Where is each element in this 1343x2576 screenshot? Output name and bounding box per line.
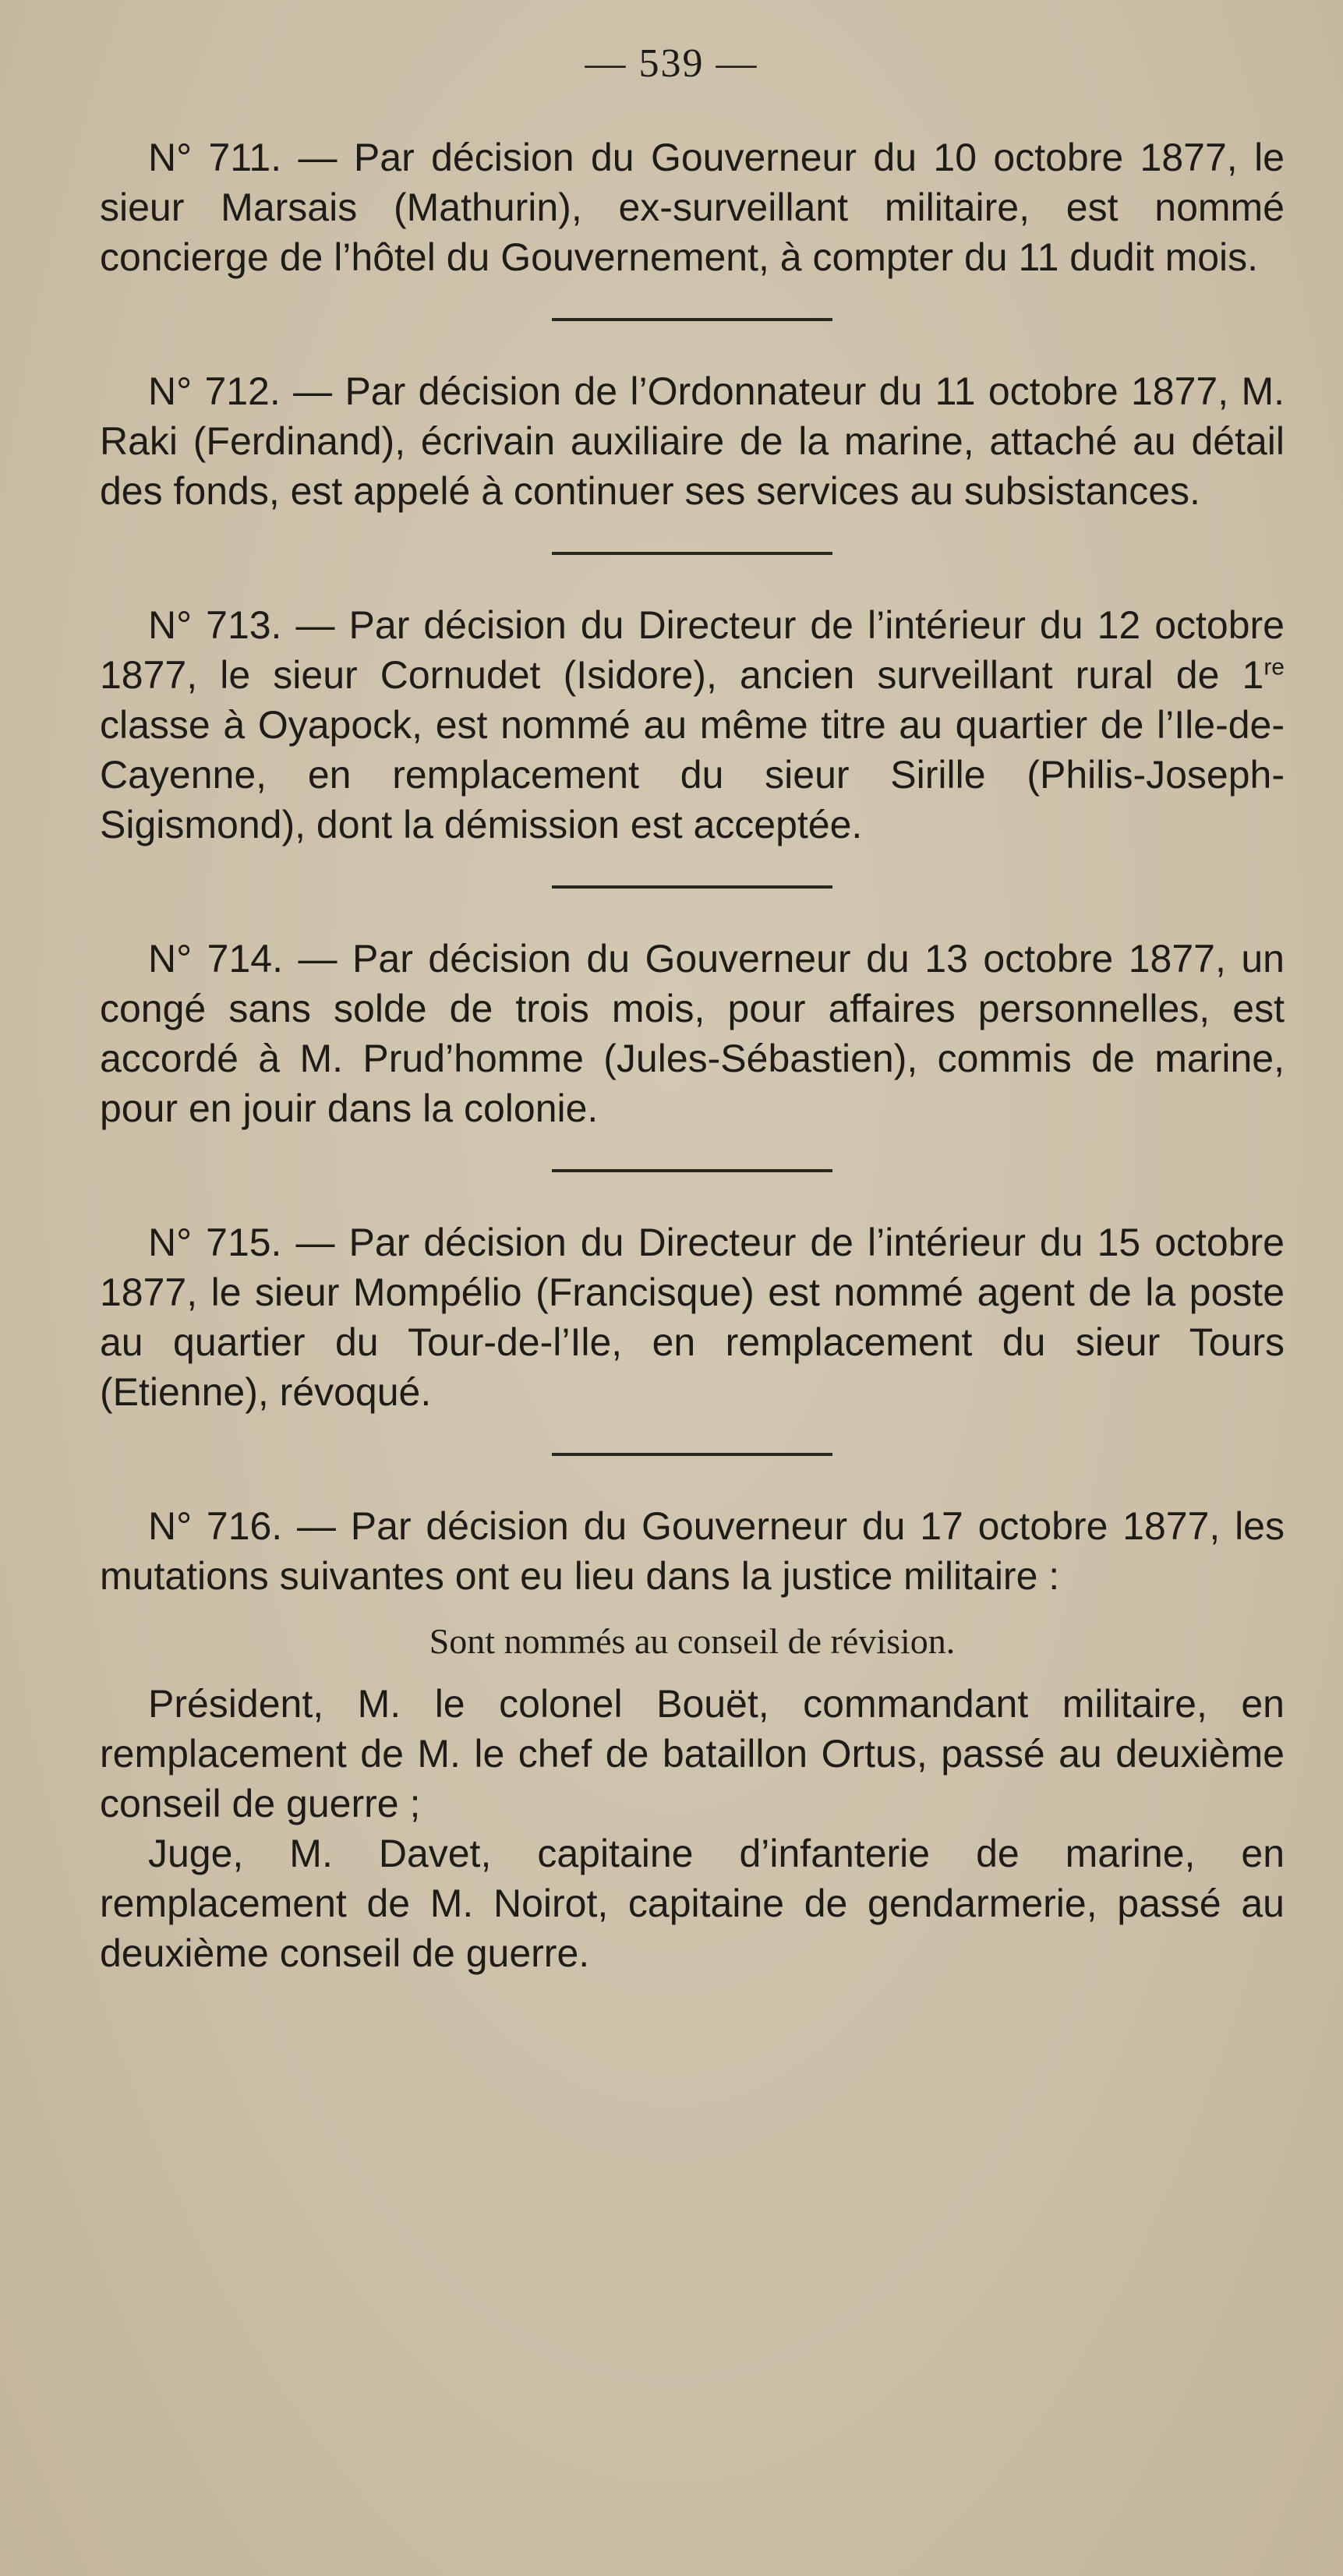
appointment-paragraph: Juge, M. Davet, capitaine d’infanterie de marine, en remplacement de M. Noirot, capitaine de gendarmerie, passé au deuxième conseil de guerre.: [100, 1832, 1285, 1975]
decision-number: N° 716.: [148, 1504, 283, 1548]
separator-rule: [552, 1169, 832, 1172]
separator-rule: [552, 1453, 832, 1456]
decision-712: [100, 366, 1285, 516]
ordinal-superscript: re: [1263, 654, 1285, 680]
decisions-list: [100, 133, 1285, 1978]
decision-text-before: — Par décision du Directeur de l’intérieur du 12 octobre 1877, le sieur Cornudet (Isidore), ancien surveillant rural de 1: [100, 603, 1285, 697]
decision-paragraph: [100, 600, 1285, 850]
decision-text: — Par décision de l’Ordonnateur du 11 octobre 1877, M. Raki (Ferdinand), écrivain auxiliaire de la marine, attaché au détail des fonds, est appelé à continuer ses services au subsistances.: [100, 369, 1285, 513]
decision-text: — Par décision du Gouverneur du 17 octobre 1877, les mutations suivantes ont eu lieu dans la justice militaire :: [100, 1504, 1285, 1598]
decision-713: [100, 600, 1285, 850]
decision-paragraph: [100, 1501, 1285, 1601]
decision-text: — Par décision du Gouverneur du 13 octobre 1877, un congé sans solde de trois mois, pour affaires personnelles, est accordé à M. Prud’homme (Jules-Sébastien), commis de marine, pour en jouir dans la colonie.: [100, 937, 1285, 1130]
separator-rule: [552, 885, 832, 889]
decision-text-after: classe à Oyapock, est nommé au même titre au quartier de l’Ile-de-Cayenne, en remplacement du sieur Sirille (Philis-Joseph-Sigismond), dont la démission est acceptée.: [100, 703, 1285, 846]
decision-paragraph: [100, 133, 1285, 282]
decision-711: [100, 133, 1285, 282]
decision-paragraph: [100, 1217, 1285, 1417]
decision-715: [100, 1217, 1285, 1417]
page-number: — 539 —: [585, 41, 758, 86]
decision-text: — Par décision du Gouverneur du 10 octobre 1877, le sieur Marsais (Mathurin), ex-surveillant militaire, est nommé concierge de l’hôtel du Gouvernement, à compter du 11 dudit mois.: [100, 136, 1285, 279]
separator-rule: [552, 552, 832, 555]
decision-714: [100, 934, 1285, 1133]
decision-number: N° 714.: [148, 937, 283, 981]
appointment-paragraph: Président, M. le colonel Bouët, commandant militaire, en remplacement de M. le chef de bataillon Ortus, passé au deuxième conseil de guerre ;: [100, 1682, 1285, 1825]
decision-number: N° 715.: [148, 1221, 282, 1264]
decision-paragraph: [100, 934, 1285, 1133]
decision-paragraph: [100, 366, 1285, 516]
decision-number: N° 711.: [148, 136, 282, 179]
decision-number: N° 713.: [148, 603, 282, 647]
decision-number: N° 712.: [148, 369, 281, 413]
separator-rule: [552, 318, 832, 321]
subheading: Sont nommés au conseil de révision.: [429, 1621, 956, 1661]
decision-text: — Par décision du Directeur de l’intérieur du 15 octobre 1877, le sieur Mompélio (Francisque) est nommé agent de la poste au quartier du Tour-de-l’Ile, en remplacement du sieur Tours (Etienne), révoqué.: [100, 1221, 1285, 1414]
decision-716: [100, 1501, 1285, 1978]
